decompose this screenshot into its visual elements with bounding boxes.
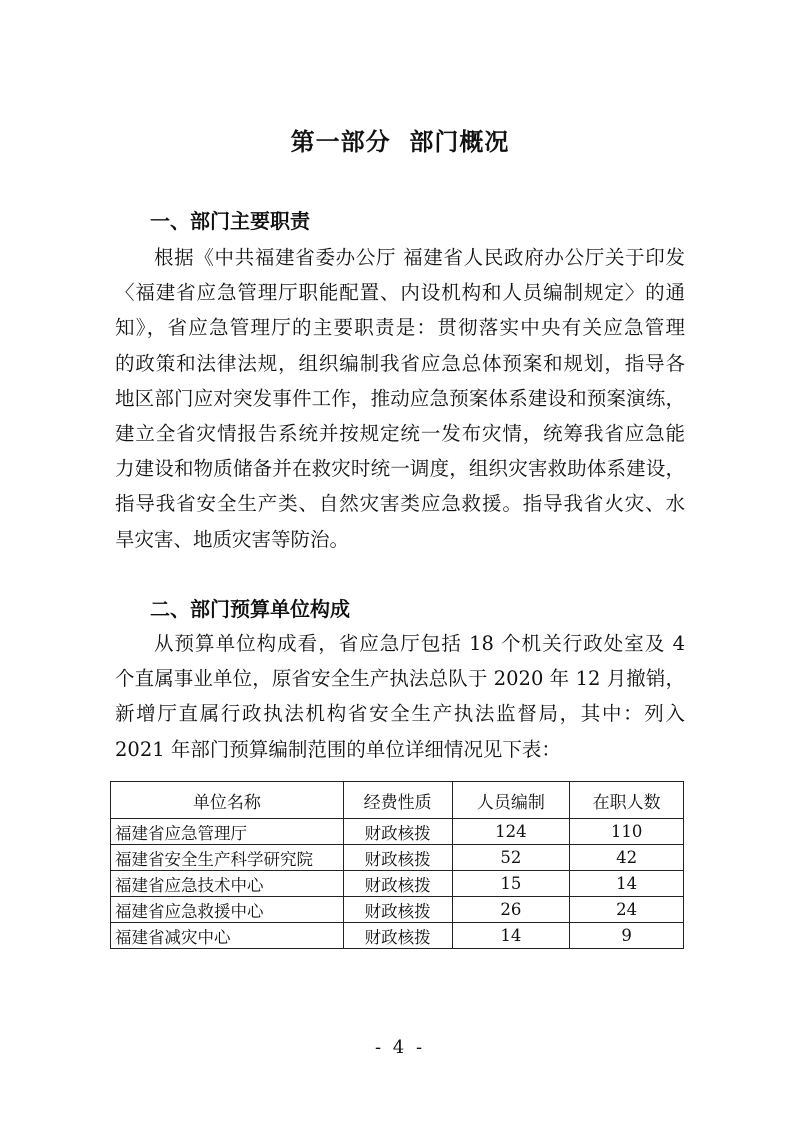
table-row (111, 845, 684, 871)
staff-quota-cell: 26 (452, 897, 570, 923)
paragraph-line: 个直属事业单位，原省安全生产执法总队于 2020 年 12 月撤销， (115, 667, 685, 691)
unit-name-cell: 福建省应急救援中心 (111, 897, 344, 923)
funding-type-cell: 财政核拨 (343, 897, 452, 923)
table-row (111, 923, 684, 949)
unit-name-cell: 福建省应急技术中心 (111, 871, 344, 897)
paragraph-line: 根据《中共福建省委办公厅 福建省人民政府办公厅关于印发 (154, 246, 685, 269)
funding-type-cell: 财政核拨 (343, 845, 452, 871)
staff-quota-cell: 15 (452, 871, 570, 897)
page-number: - 4 - (374, 1037, 426, 1058)
column-header-unit-name: 单位名称 (111, 782, 344, 819)
table-row (111, 897, 684, 923)
active-staff-cell: 9 (570, 923, 684, 949)
unit-name-cell: 福建省应急管理厅 (111, 819, 344, 845)
column-header-staff-quota: 人员编制 (452, 782, 570, 819)
column-header-funding-type: 经费性质 (343, 782, 452, 819)
page-title: 第一部分 部门概况 (290, 128, 510, 156)
paragraph-line: 从预算单位构成看，省应急厅包括 18 个机关行政处室及 4 (154, 632, 685, 655)
staff-quota-cell: 52 (452, 845, 570, 871)
section-heading-responsibilities: 一、部门主要职责 (150, 209, 310, 233)
paragraph-line: 地区部门应对突发事件工作，推动应急预案体系建设和预案演练， (115, 386, 685, 410)
table-row (111, 819, 684, 845)
paragraph-line: 建立全省灾情报告系统并按规定统一发布灾情，统筹我省应急能 (115, 421, 685, 445)
paragraph-line: 〈福建省应急管理厅职能配置、内设机构和人员编制规定〉的通 (115, 281, 685, 305)
unit-name-cell: 福建省安全生产科学研究院 (111, 845, 344, 871)
table-row (111, 871, 684, 897)
active-staff-cell: 110 (570, 819, 684, 845)
responsibilities-paragraph (115, 240, 685, 557)
funding-type-cell: 财政核拨 (343, 871, 452, 897)
unit-name-cell: 福建省减灾中心 (111, 923, 344, 949)
section-heading-budget-units: 二、部门预算单位构成 (150, 597, 350, 621)
table-header-row (111, 782, 684, 819)
budget-units-table (110, 781, 684, 949)
budget-units-paragraph (115, 626, 685, 767)
paragraph-line: 新增厅直属行政执法机构省安全生产执法监督局，其中：列入 (115, 702, 685, 726)
funding-type-cell: 财政核拨 (343, 819, 452, 845)
paragraph-line: 的政策和法律法规，组织编制我省应急总体预案和规划，指导各 (115, 351, 685, 375)
staff-quota-cell: 124 (452, 819, 570, 845)
paragraph-line: 2021 年部门预算编制范围的单位详细情况见下表： (115, 737, 561, 761)
column-header-active-staff: 在职人数 (570, 782, 684, 819)
staff-quota-cell: 14 (452, 923, 570, 949)
active-staff-cell: 24 (570, 897, 684, 923)
active-staff-cell: 42 (570, 845, 684, 871)
paragraph-line: 知》，省应急管理厅的主要职责是：贯彻落实中央有关应急管理 (115, 316, 685, 340)
funding-type-cell: 财政核拨 (343, 923, 452, 949)
paragraph-line: 旱灾害、地质灾害等防治。 (115, 527, 350, 551)
paragraph-line: 指导我省安全生产类、自然灾害类应急救援。指导我省火灾、水 (115, 492, 685, 516)
active-staff-cell: 14 (570, 871, 684, 897)
paragraph-line: 力建设和物质储备并在救灾时统一调度，组织灾害救助体系建设， (115, 457, 685, 481)
